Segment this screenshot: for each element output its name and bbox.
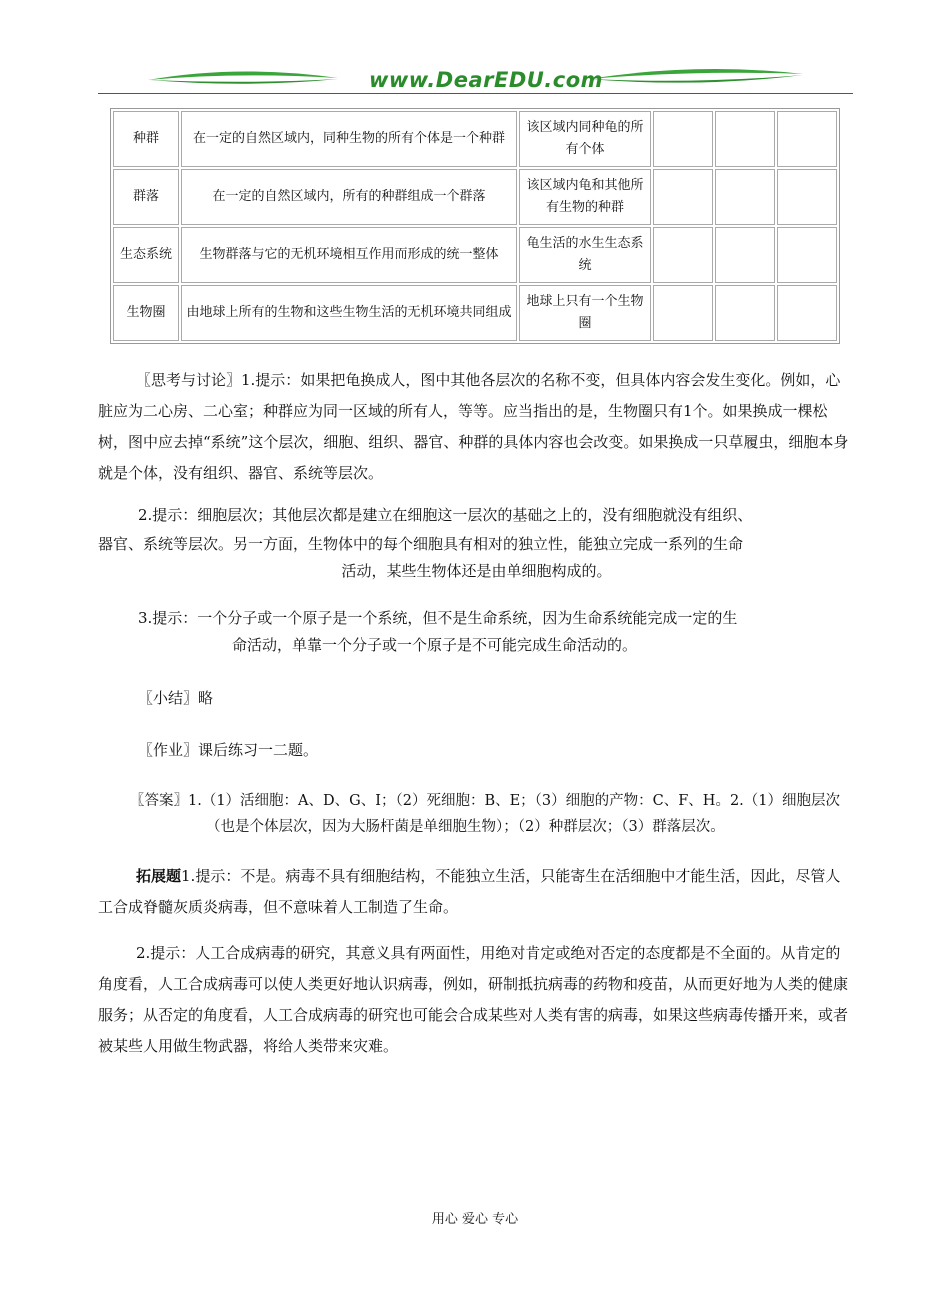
table-row: [113, 285, 837, 341]
summary-line: 〖小结〗略: [138, 689, 214, 707]
site-header-logo: [98, 62, 853, 96]
extension-text-1: 1.提示：不是。病毒不具有细胞结构，不能独立生活，只能寄生在活细胞中才能生活，因此，尽管人工合成脊髓灰质炎病毒，但不意味着人工制造了生命。: [98, 867, 841, 916]
discussion-paragraph-2-line-3: 活动，某些生物体还是由单细胞构成的。: [341, 562, 612, 580]
table-cell-empty: [715, 169, 775, 225]
discussion-paragraph-3-line-2: 命活动，单靠一个分子或一个原子是不可能完成生命活动的。: [232, 636, 638, 654]
table-row: [113, 111, 837, 167]
page-footer: 用心 爱心 专心: [431, 1212, 519, 1227]
table-row: [113, 227, 837, 283]
table-row: [113, 169, 837, 225]
table-cell-empty: [715, 111, 775, 167]
table-cell-empty: [777, 285, 837, 341]
extension-label: 拓展题: [136, 867, 182, 885]
table-cell-empty: [777, 111, 837, 167]
table-cell-empty: [653, 169, 713, 225]
table-cell-example: 该区域内同种龟的所有个体: [519, 111, 651, 167]
header-divider: [98, 93, 853, 94]
discussion-paragraph-1: 〖思考与讨论〗1.提示：如果把龟换成人，图中其他各层次的名称不变，但具体内容会发生变化。例如，心脏应为二心房、二心室；种群应为同一区域的所有人，等等。应当指出的是，生物圈只有1个。如果换成一棵松树，图中应去掉“系统”这个层次，细胞、组织、器官、种群的具体内容也会改变。如果换成一只草履虫，细胞本身就是个体，没有组织、器官、系统等层次。: [98, 371, 849, 482]
table-cell-empty: [715, 227, 775, 283]
table-cell-example: 龟生活的水生生态系统: [519, 227, 651, 283]
table-cell-definition: 在一定的自然区域内，所有的种群组成一个群落: [181, 169, 517, 225]
life-system-levels-table: [110, 108, 840, 344]
logo-text: www.DearEDU.com: [368, 68, 604, 92]
table-cell-empty: [777, 169, 837, 225]
discussion-paragraph-2-line-2: 器官、系统等层次。另一方面，生物体中的每个细胞具有相对的独立性，能独立完成一系列的生命: [98, 535, 744, 553]
discussion-paragraph-2-line-1: 2.提示：细胞层次；其他层次都是建立在细胞这一层次的基础之上的，没有细胞就没有组织、: [138, 506, 753, 524]
table-cell-empty: [653, 111, 713, 167]
table-cell-definition: 由地球上所有的生物和这些生物生活的无机环境共同组成: [181, 285, 517, 341]
table-cell-level: 生物圈: [113, 285, 179, 341]
table-cell-empty: [777, 227, 837, 283]
homework-line: 〖作业〗课后练习一二题。: [138, 741, 319, 759]
discussion-paragraph-3-line-1: 3.提示：一个分子或一个原子是一个系统，但不是生命系统，因为生命系统能完成一定的生: [138, 609, 738, 627]
table-cell-example: 该区域内龟和其他所有生物的种群: [519, 169, 651, 225]
table-cell-level: 生态系统: [113, 227, 179, 283]
extension-paragraph-2: 2.提示：人工合成病毒的研究，其意义具有两面性，用绝对肯定或绝对否定的态度都是不全面的。从肯定的角度看，人工合成病毒可以使人类更好地认识病毒，例如，研制抵抗病毒的药物和疫苗，从而更好地为人类的健康服务；从否定的角度看，人工合成病毒的研究也可能会合成某些对人类有害的病毒，如果这些病毒传播开来，或者被某些人用做生物武器，将给人类带来灾难。: [98, 944, 849, 1055]
extension-paragraph-1: [98, 861, 855, 923]
table-cell-empty: [653, 285, 713, 341]
answer-line-1: 〖答案〗1.（1）活细胞：A、D、G、I；（2）死细胞：B、E；（3）细胞的产物：C、F、H。2.（1）细胞层次: [130, 793, 841, 809]
table-cell-empty: [653, 227, 713, 283]
table-cell-definition: 在一定的自然区域内，同种生物的所有个体是一个种群: [181, 111, 517, 167]
table-cell-example: 地球上只有一个生物圈: [519, 285, 651, 341]
table-cell-level: 群落: [113, 169, 179, 225]
table-cell-level: 种群: [113, 111, 179, 167]
table-cell-empty: [715, 285, 775, 341]
answer-line-2: （也是个体层次，因为大肠杆菌是单细胞生物）；（2）种群层次；（3）群落层次。: [206, 819, 725, 835]
table-cell-definition: 生物群落与它的无机环境相互作用而形成的统一整体: [181, 227, 517, 283]
